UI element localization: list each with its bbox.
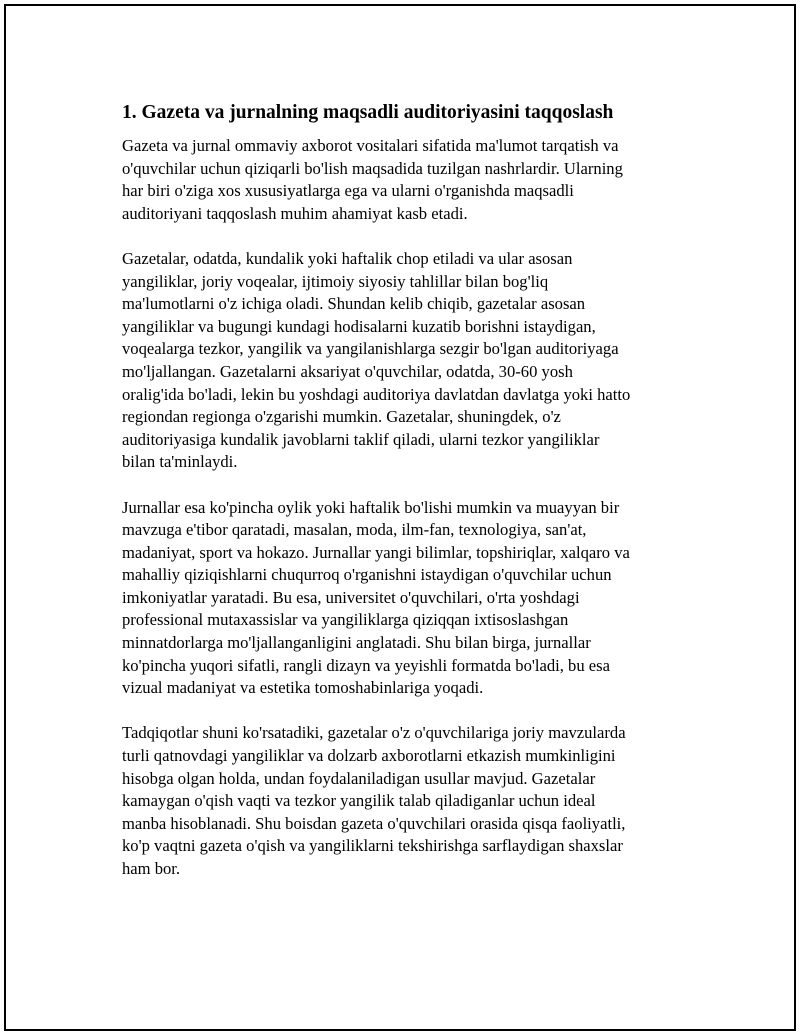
paragraph-research: Tadqiqotlar shuni ko'rsatadiki, gazetalar o'z o'quvchilariga joriy mavzularda turli qatnovdagi yangiliklar va dolzarb axborotlarni etkazish mumkinligini hisobga olgan holda, undan foydalaniladigan usullar mavjud. Gazetalar kamaygan o'qish vaqti va tezkor yangilik talab qiladiganlar uchun ideal manba hisoblanadi. Shu boisdan gazeta o'quvchilari orasida qisqa faoliyatli, ko'p vaqtni gazeta o'qish va yangiliklarni tekshirishga sarflaydigan shaxslar ham bor. bbox=[122, 723, 626, 878]
document-body bbox=[122, 101, 712, 881]
paragraph-newspapers: Gazetalar, odatda, kundalik yoki haftalik chop etiladi va ular asosan yangiliklar, joriy voqealar, ijtimoiy siyosiy tahlillar bilan bog'liq ma'lumotlarni o'z ichiga oladi. Shundan kelib chiqib, gazetalar asosan yangiliklar va bugungi kundagi hodisalarni kuzatib borishni istaydigan, voqealarga tezkor, yangilik va yangilanishlarga sezgir bo'lgan auditoriyaga mo'ljallangan. Gazetalarni aksariyat o'quvchilar, odatda, 30-60 yosh oralig'ida bo'ladi, lekin bu yoshdagi auditoriya davlatdan davlatga yoki hatto regiondan regionga o'zgarishi mumkin. Gazetalar, shuningdek, o'z auditoriyasiga kundalik javoblarni taklif qiladi, ularni tezkor yangiliklar bilan ta'minlaydi. bbox=[122, 248, 631, 472]
page-frame bbox=[4, 4, 796, 1031]
section-heading: 1. Gazeta va jurnalning maqsadli auditoriyasini taqqoslash bbox=[122, 102, 614, 123]
paragraph-intro: Gazeta va jurnal ommaviy axborot vositalari sifatida ma'lumot tarqatish va o'quvchilar uchun qiziqarli bo'lish maqsadida tuzilgan nashrlardir. Ularning har biri o'ziga xos xususiyatlarga ega va ularni o'rganishda maqsadli auditoriyani taqqoslash muhim ahamiyat kasb etadi. bbox=[122, 136, 623, 223]
paragraph-journals: Jurnallar esa ko'pincha oylik yoki haftalik bo'lishi mumkin va muayyan bir mavzuga e'tibor qaratadi, masalan, moda, ilm-fan, texnologiya, san'at, madaniyat, sport va hokazo. Jurnallar yangi bilimlar, topshiriqlar, xalqaro va mahalliy qiziqishlarni chuqurroq o'rganishni istaydigan o'quvchilar uchun imkoniyatlar yaratadi. Bu esa, universitet o'quvchilari, o'rta yoshdagi professional mutaxassislar va yangiliklarga qiziqqan ixtisoslashgan minnatdorlarga mo'ljallanganligini anglatadi. Shu bilan birga, jurnallar ko'pincha yuqori sifatli, rangli dizayn va yeyishli formatda bo'ladi, bu esa vizual madaniyat va estetika tomoshabinlariga yoqadi. bbox=[122, 497, 630, 698]
